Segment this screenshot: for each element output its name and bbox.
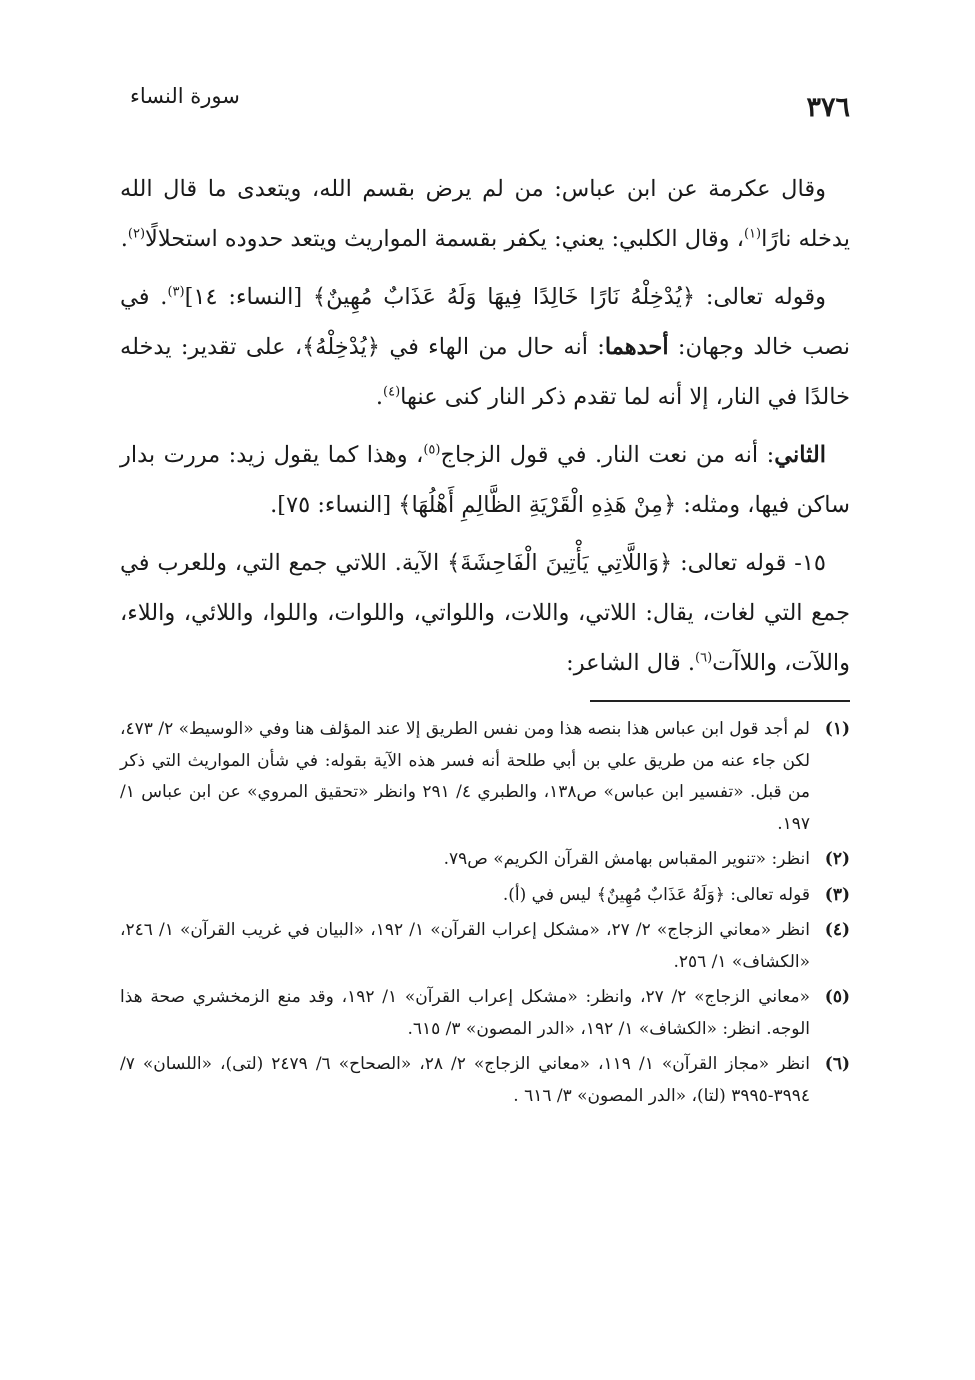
footnote-text: قوله تعالى: ﴿وَلَهُ عَذَابٌ مُهِينٌ﴾ ليس في (أ). xyxy=(502,884,810,905)
footnote-item xyxy=(120,982,850,1045)
footnote-text: انظر «معاني الزجاج» ٢/ ٢٧، «مشكل إعراب القرآن» ١/ ١٩٢، «البيان في غريب القرآن» ١/ ٢٤٦، «الكشاف» ١/ ٢٥٦. xyxy=(120,920,811,972)
text-run: : أنه من نعت النار. في قول الزجاج xyxy=(440,442,775,468)
text-run: وقال عكرمة عن ابن عباس: من لم يرض بقسم الله، ويتعدى ما قال الله يدخله نارًا xyxy=(120,176,850,252)
footnote-item xyxy=(120,1049,850,1112)
footnote-ref: (٤) xyxy=(383,384,401,400)
text-run: الآية. اللاتي جمع التي، وللعرب في جمع التي لغات، يقال: اللاتي، واللات، واللواتي، واللوات، واللوا، واللائي، واللاء، واللآت، واللاآت xyxy=(120,550,850,676)
footnote-text: انظر: «تنوير المقباس بهامش القرآن الكريم» ص٧٩. xyxy=(443,849,810,869)
footnote-number: (١) xyxy=(824,719,850,739)
paragraph-1 xyxy=(120,164,850,264)
bold-term: الثاني xyxy=(774,442,826,468)
footnote-number: (٣) xyxy=(824,884,850,905)
quran-verse: ﴿يُدْخِلْهُ نَارًا خَالِدًا فِيهَا وَلَهُ عَذَابٌ مُهِينٌ﴾ xyxy=(312,284,696,310)
text-run: . في نصب خالد وجهان: xyxy=(120,284,850,360)
footnote-ref: (٢) xyxy=(127,226,146,242)
footnote-divider xyxy=(590,700,850,702)
text-run: . xyxy=(120,226,128,252)
footnote-number: (٥) xyxy=(824,987,850,1007)
book-page xyxy=(120,78,850,1116)
footnote-text: لم أجد قول ابن عباس هذا بنصه هذا ومن نفس الطريق إلا عند المؤلف هنا وفي «الوسيط» ٢/ ٤٧٣، لكن جاء عنه من طريق علي بن أبي طلحة أنه فسر هذه الآية بقوله: في شأن المواريث التي ذكر من قبل. «تفسير ابن عباس» ص١٣٨، والطبري ٤/ ٢٩١ وانظر «تحقيق المروي» عن ابن عباس ١/ ١٩٧. xyxy=(120,719,811,834)
text-run: . قال الشاعر: xyxy=(566,650,696,676)
paragraph-3 xyxy=(120,430,850,530)
bold-term: أحدهما xyxy=(604,334,669,360)
text-run: . xyxy=(375,384,384,410)
text-run: ١٥- قوله تعالى: xyxy=(672,550,826,576)
paragraph-4 xyxy=(120,538,850,688)
footnotes xyxy=(120,714,850,1112)
footnote-ref: (٥) xyxy=(423,442,441,458)
text-run: ، وهذا كما يقول زيد: مررت بدار ساكن فيها، ومثله: xyxy=(120,442,850,518)
footnote-text: «معاني الزجاج» ٢/ ٢٧، وانظر: «مشكل إعراب القرآن» ١/ ١٩٢، وقد منع الزمخشري صحة هذا الوجه. انظر: «الكشاف» ١/ ١٩٢، «الدر المصون» ٣/ ٦١٥. xyxy=(120,987,810,1039)
page-header xyxy=(120,78,850,140)
quran-verse: ﴿مِنْ هَذِهِ الْقَرْيَةِ الظَّالِمِ أَهْلُهَا﴾ xyxy=(398,492,677,518)
running-title: سورة النساء xyxy=(130,84,240,108)
text-run: ، وقال الكلبي: يعني: يكفر بقسمة المواريث ويتعد حدوده استحلالًا xyxy=(145,226,744,252)
text-run: ، على تقدير: يدخله خالدًا في النار، إلا أنه لما تقدم ذكر النار كنى عنها xyxy=(120,334,850,410)
page-number: ٣٧٦ xyxy=(806,92,850,123)
footnote-item xyxy=(120,880,850,912)
footnote-text: انظر «مجاز القرآن» ١/ ١١٩، «معاني الزجاج» ٢/ ٢٨، «الصحاح» ٦/ ٢٤٧٩ (لتى)، «اللسان» ٧/ ٣٩٩٤-٣٩٩٥ (لتا)، «الدر المصون» ٣/ ٦١٦ . xyxy=(120,1054,810,1106)
footnote-number: (٢) xyxy=(824,849,850,869)
text-run: : أنه حال من الهاء في xyxy=(379,334,605,360)
text-run: وقوله تعالى: xyxy=(695,284,826,310)
quran-verse: ﴿يُدْخِلْهُ﴾ xyxy=(302,334,380,360)
verse-citation: [النساء: ٧٥]. xyxy=(270,492,399,518)
main-text xyxy=(120,164,850,688)
footnote-ref: (١) xyxy=(743,226,762,242)
footnote-item xyxy=(120,915,850,978)
footnote-item xyxy=(120,714,850,840)
footnote-item xyxy=(120,844,850,876)
footnote-number: (٤) xyxy=(824,920,850,940)
verse-citation: [النساء: ١٤] xyxy=(184,284,313,310)
footnote-ref: (٣) xyxy=(167,284,185,300)
quran-verse: ﴿وَاللَّاتِي يَأْتِينَ الْفَاحِشَةَ﴾ xyxy=(447,550,673,576)
footnote-number: (٦) xyxy=(824,1054,850,1074)
paragraph-2 xyxy=(120,272,850,422)
footnote-ref: (٦) xyxy=(695,650,713,666)
